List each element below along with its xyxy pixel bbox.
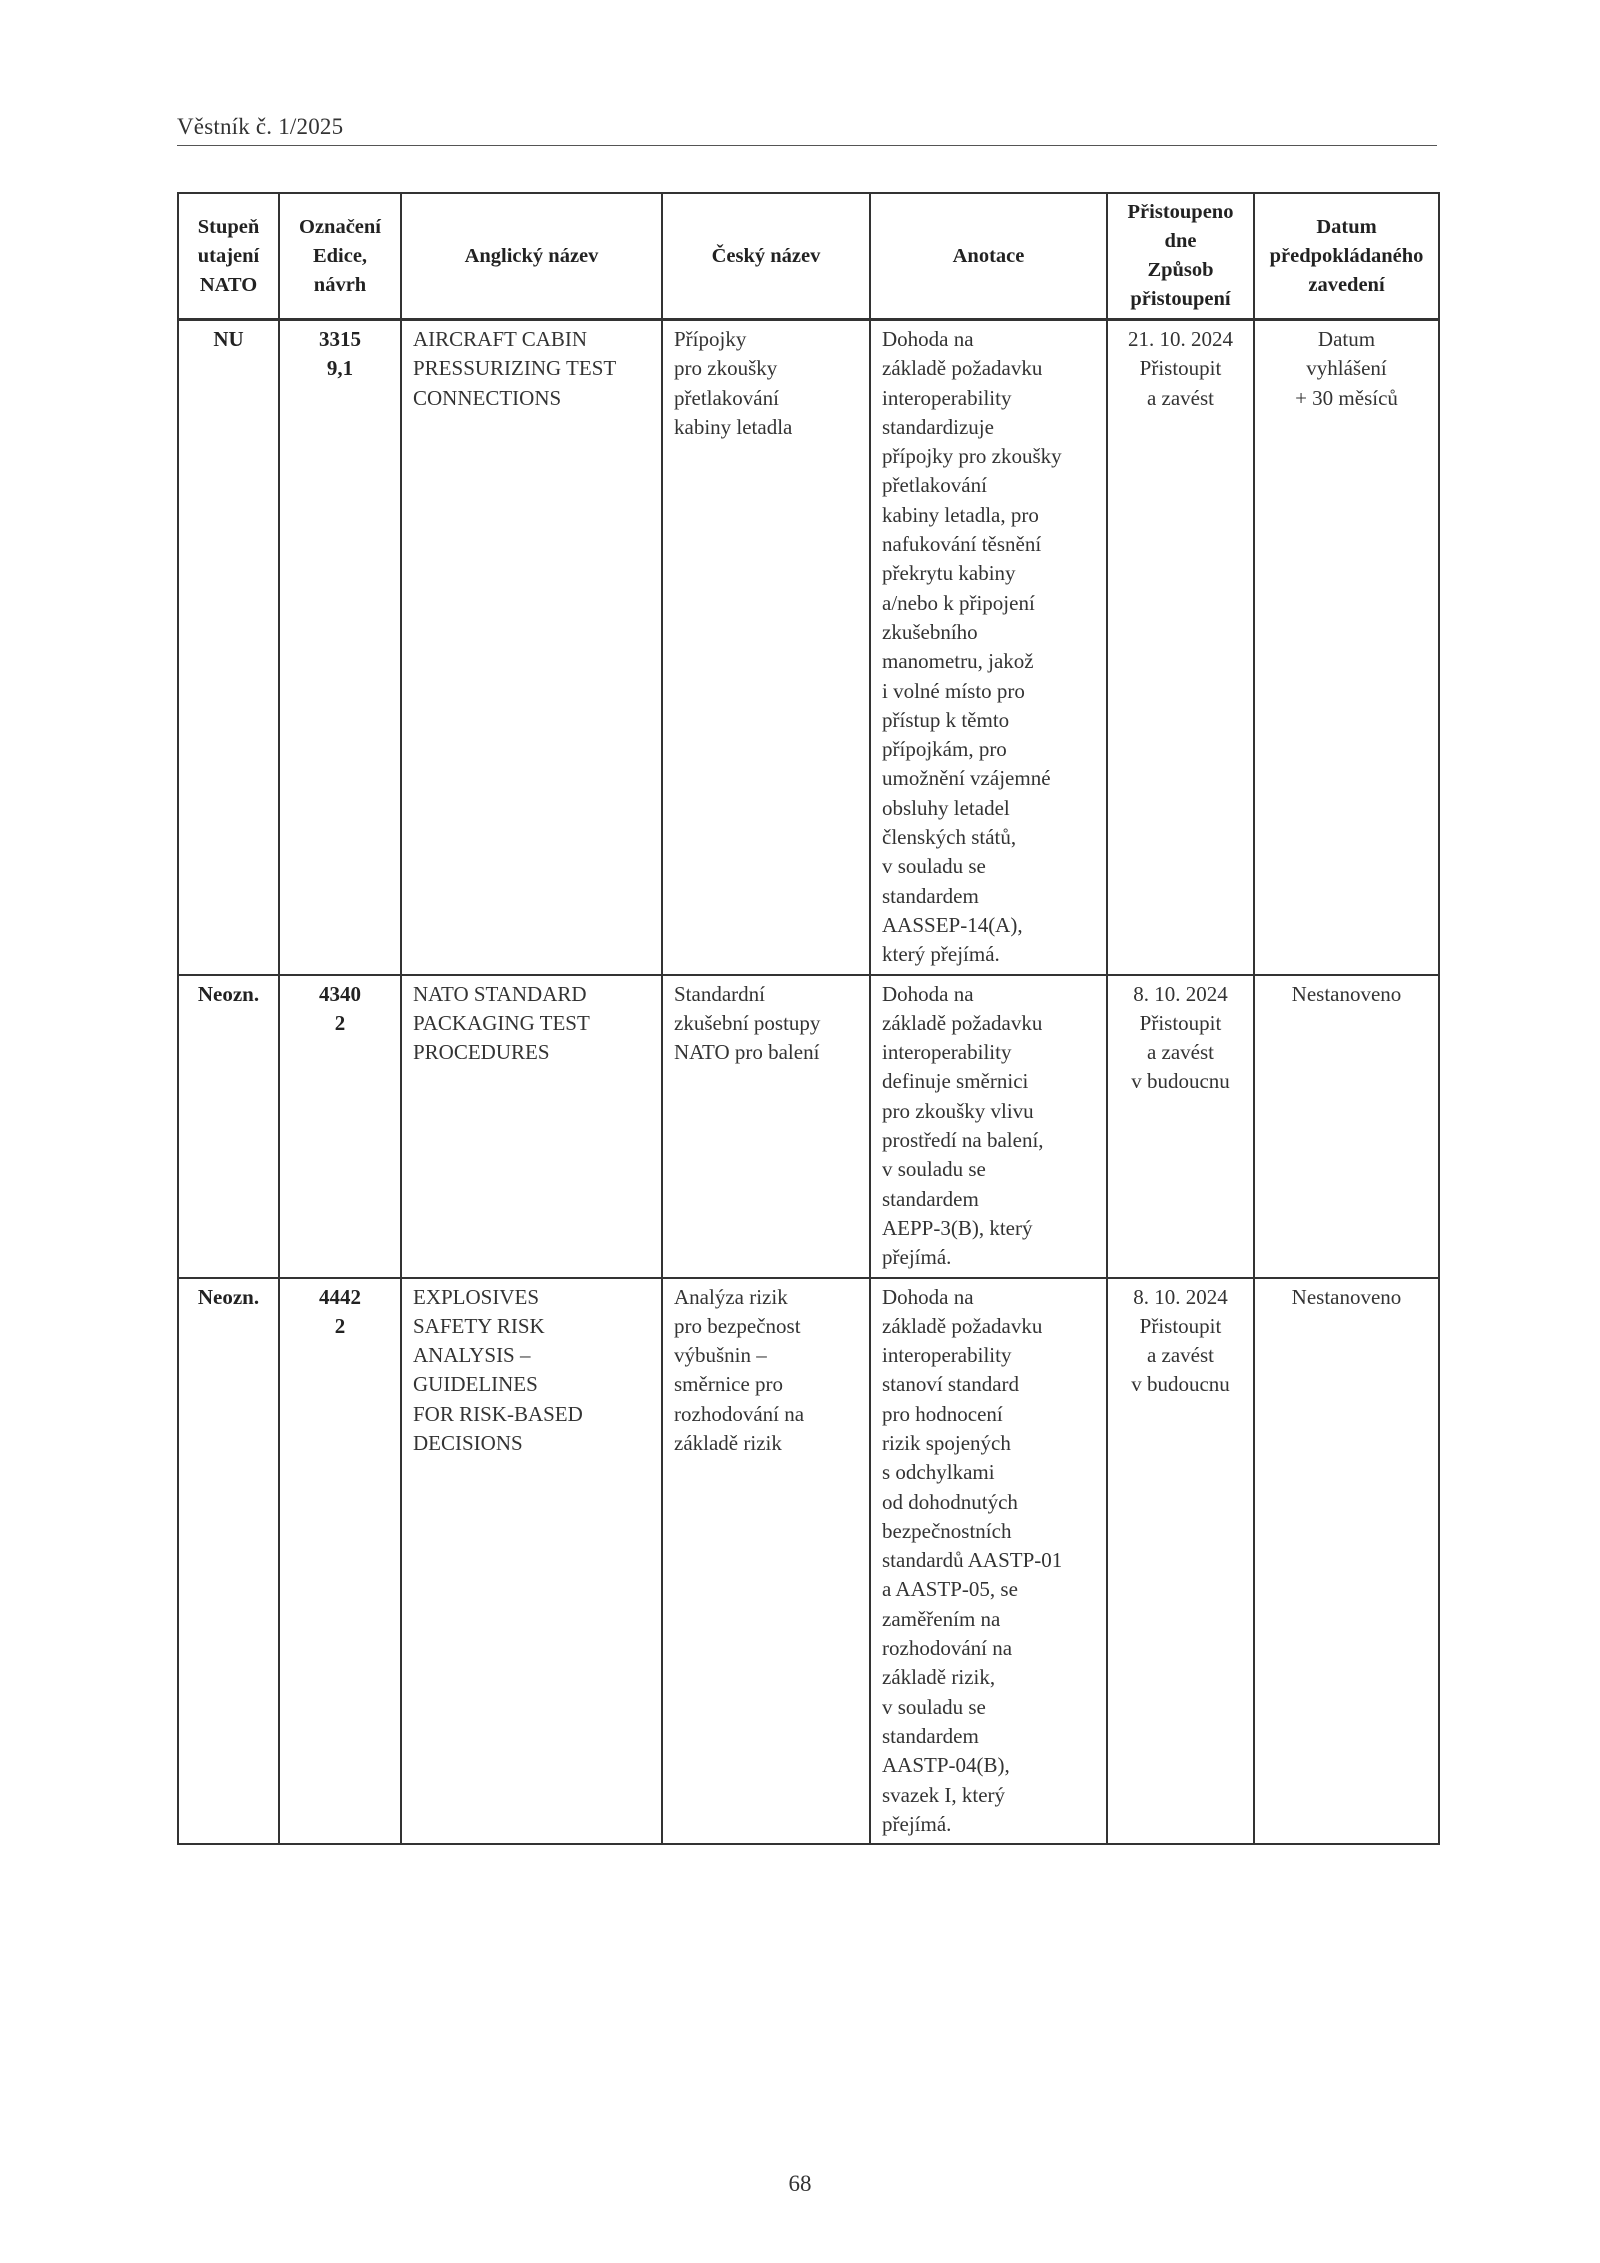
cell-text-line: 3315 xyxy=(319,327,361,351)
cell-text-line: rozhodování na xyxy=(674,1401,805,1426)
cell-text-line: bezpečnostních xyxy=(882,1518,1012,1543)
cell-text-line: 4442 xyxy=(319,1284,361,1309)
cell-text-line: Datum xyxy=(1317,327,1376,351)
cell-text-line: předpokládaného xyxy=(1269,244,1424,267)
cell-text-line: pro hodnocení xyxy=(882,1401,1003,1426)
cell-text-line: pro zkoušky xyxy=(674,356,778,381)
cell-text-line: standardem xyxy=(882,883,979,908)
cell-text-line: i volné místo pro xyxy=(882,678,1025,703)
cell-text-line: přejímá. xyxy=(882,1811,952,1836)
table-header xyxy=(178,193,1439,320)
table-body xyxy=(178,320,1439,1845)
cell-text-line: Přistoupit xyxy=(1139,356,1222,381)
cell-text-line: interoperability xyxy=(882,385,1012,410)
cell-text-line: členských států, xyxy=(882,825,1017,850)
cell-czech-title xyxy=(662,975,870,1278)
cell-text-line: 8. 10. 2024 xyxy=(1133,1284,1228,1309)
cell-text-line: 2 xyxy=(334,1313,346,1338)
cell-text-line: manometru, jakož xyxy=(882,649,1034,674)
cell-english-title xyxy=(401,1278,662,1845)
cell-text-line: v souladu se xyxy=(882,1694,986,1719)
cell-text-line: AASSEP-14(A), xyxy=(882,912,1023,937)
cell-text-line: PACKAGING TEST xyxy=(413,1010,590,1035)
cell-accession xyxy=(1107,320,1254,975)
cell-text-line: interoperability xyxy=(882,1040,1012,1065)
col-header-classification xyxy=(178,193,279,320)
cell-text-line: a zavést xyxy=(1146,385,1215,410)
cell-text-line: svazek I, který xyxy=(882,1782,1006,1807)
cell-designation xyxy=(279,975,401,1278)
cell-text-line: pro zkoušky vlivu xyxy=(882,1098,1034,1123)
cell-text-line: EXPLOSIVES xyxy=(413,1284,540,1309)
header-divider xyxy=(177,145,1437,146)
cell-text-line: základě požadavku xyxy=(882,1010,1043,1035)
cell-text-line: přístup k těmto xyxy=(882,707,1010,732)
cell-text-line: standardů AASTP-01 xyxy=(882,1548,1063,1573)
cell-text-line: v budoucnu xyxy=(1131,1372,1230,1397)
col-header-accession xyxy=(1107,193,1254,320)
cell-designation xyxy=(279,1278,401,1845)
cell-text-line: standardem xyxy=(882,1723,979,1748)
cell-text-line: Český název xyxy=(711,244,821,267)
cell-text-line: NATO STANDARD xyxy=(413,981,587,1006)
cell-text-line: a zavést xyxy=(1146,1343,1215,1368)
cell-text-line: směrnice pro xyxy=(674,1372,784,1397)
cell-text-line: AIRCRAFT CABIN xyxy=(413,327,588,351)
cell-text-line: pro bezpečnost xyxy=(674,1313,801,1338)
cell-annotation xyxy=(870,1278,1107,1845)
cell-text-line: stanoví standard xyxy=(882,1372,1020,1397)
col-header-annotation xyxy=(870,193,1107,320)
cell-czech-title xyxy=(662,1278,870,1845)
cell-text-line: základě požadavku xyxy=(882,356,1043,381)
cell-classification xyxy=(178,320,279,975)
cell-text-line: přípojkám, pro xyxy=(882,737,1007,762)
cell-czech-title xyxy=(662,320,870,975)
cell-annotation xyxy=(870,320,1107,975)
cell-text-line: a/nebo k připojení xyxy=(882,590,1035,615)
cell-text-line: s odchylkami xyxy=(882,1460,995,1485)
cell-text-line: a AASTP-05, se xyxy=(882,1577,1018,1602)
cell-classification xyxy=(178,975,279,1278)
cell-text-line: Neozn. xyxy=(197,981,260,1006)
cell-text-line: AEPP-3(B), který xyxy=(882,1215,1033,1240)
cell-text-line: který přejímá. xyxy=(882,942,1000,967)
cell-text-line: zkušebního xyxy=(882,619,978,644)
cell-text-line: 21. 10. 2024 xyxy=(1128,327,1233,351)
cell-text-line: Dohoda na xyxy=(882,327,974,351)
cell-text-line: dne xyxy=(1164,230,1197,252)
cell-text-line: 2 xyxy=(334,1010,346,1035)
cell-text-line: 9,1 xyxy=(326,356,354,381)
page-number: 68 xyxy=(788,2171,812,2196)
cell-text-line: zkušební postupy xyxy=(674,1010,821,1035)
col-header-czech-title xyxy=(662,193,870,320)
table-row xyxy=(178,1278,1439,1845)
cell-text-line: vyhlášení xyxy=(1306,356,1387,381)
cell-english-title xyxy=(401,975,662,1278)
cell-text-line: standardizuje xyxy=(882,414,994,439)
header-row xyxy=(178,193,1439,320)
cell-implementation xyxy=(1254,320,1439,975)
cell-text-line: Stupeň xyxy=(197,215,260,238)
cell-text-line: rozhodování na xyxy=(882,1636,1013,1661)
cell-text-line: zaměřením na xyxy=(882,1606,1001,1631)
cell-text-line: 8. 10. 2024 xyxy=(1133,981,1228,1006)
cell-text-line: základě požadavku xyxy=(882,1313,1043,1338)
cell-text-line: NU xyxy=(213,327,244,351)
cell-text-line: SAFETY RISK xyxy=(413,1313,545,1338)
col-header-implementation xyxy=(1254,193,1439,320)
cell-text-line: PRESSURIZING TEST xyxy=(413,356,617,381)
running-header-title: Věstník č. 1/2025 xyxy=(177,114,344,139)
cell-accession xyxy=(1107,975,1254,1278)
cell-text-line: NATO pro balení xyxy=(674,1040,820,1065)
cell-text-line: definuje směrnici xyxy=(882,1069,1029,1094)
cell-text-line: DECISIONS xyxy=(413,1430,523,1455)
cell-text-line: interoperability xyxy=(882,1343,1012,1368)
cell-text-line: a zavést xyxy=(1146,1040,1215,1065)
cell-implementation xyxy=(1254,1278,1439,1845)
cell-text-line: Analýza rizik xyxy=(674,1284,788,1309)
cell-text-line: přetlakování xyxy=(674,385,779,410)
cell-text-line: přetlakování xyxy=(882,473,987,498)
cell-text-line: Označení xyxy=(299,215,381,238)
cell-text-line: AASTP-04(B), xyxy=(882,1753,1010,1778)
cell-text-line: přejímá. xyxy=(882,1245,952,1270)
cell-text-line: Datum xyxy=(1316,215,1377,238)
cell-text-line: FOR RISK-BASED xyxy=(413,1401,583,1426)
cell-text-line: Přistoupit xyxy=(1139,1313,1222,1338)
cell-text-line: zavedení xyxy=(1308,273,1385,296)
cell-designation xyxy=(279,320,401,975)
cell-text-line: prostředí na balení, xyxy=(882,1128,1044,1153)
cell-text-line: Dohoda na xyxy=(882,981,974,1006)
table-row xyxy=(178,975,1439,1278)
cell-annotation xyxy=(870,975,1107,1278)
cell-text-line: GUIDELINES xyxy=(413,1372,538,1397)
standards-table xyxy=(177,192,1440,1845)
cell-text-line: PROCEDURES xyxy=(413,1040,550,1065)
col-header-english-title xyxy=(401,193,662,320)
cell-text-line: výbušnin – xyxy=(674,1343,767,1368)
cell-text-line: rizik spojených xyxy=(882,1430,1011,1455)
cell-text-line: v souladu se xyxy=(882,1157,986,1182)
cell-text-line: Přistoupit xyxy=(1139,1010,1222,1035)
cell-text-line: návrh xyxy=(313,273,367,296)
cell-text-line: Neozn. xyxy=(197,1284,260,1309)
cell-text-line: od dohodnutých xyxy=(882,1489,1018,1514)
cell-text-line: Způsob xyxy=(1147,259,1214,281)
cell-text-line: NATO xyxy=(199,273,258,296)
cell-text-line: Anotace xyxy=(952,244,1025,267)
cell-text-line: utajení xyxy=(197,244,260,267)
table-row xyxy=(178,320,1439,975)
col-header-designation xyxy=(279,193,401,320)
cell-text-line: přípojky pro zkoušky xyxy=(882,444,1062,469)
cell-text-line: v budoucnu xyxy=(1131,1069,1230,1094)
cell-text-line: umožnění vzájemné xyxy=(882,766,1051,791)
cell-text-line: Standardní xyxy=(674,981,765,1006)
cell-text-line: přistoupení xyxy=(1130,288,1231,310)
cell-text-line: kabiny letadla xyxy=(674,414,793,439)
cell-text-line: základě rizik xyxy=(674,1430,782,1455)
cell-text-line: 4340 xyxy=(319,981,361,1006)
cell-text-line: ANALYSIS – xyxy=(413,1343,531,1368)
cell-text-line: Přípojky xyxy=(674,327,747,351)
cell-text-line: Nestanoveno xyxy=(1291,981,1402,1006)
cell-text-line: obsluhy letadel xyxy=(882,795,1010,820)
cell-text-line: Anglický název xyxy=(464,244,599,267)
cell-text-line: + 30 měsíců xyxy=(1295,385,1398,410)
cell-text-line: v souladu se xyxy=(882,854,986,879)
cell-text-line: CONNECTIONS xyxy=(413,385,562,410)
cell-text-line: Dohoda na xyxy=(882,1284,974,1309)
cell-accession xyxy=(1107,1278,1254,1845)
cell-english-title xyxy=(401,320,662,975)
cell-text-line: standardem xyxy=(882,1186,979,1211)
cell-text-line: kabiny letadla, pro xyxy=(882,502,1039,527)
cell-classification xyxy=(178,1278,279,1845)
cell-implementation xyxy=(1254,975,1439,1278)
cell-text-line: základě rizik, xyxy=(882,1665,996,1690)
cell-text-line: Nestanoveno xyxy=(1291,1284,1402,1309)
cell-text-line: Přistoupeno xyxy=(1127,201,1234,223)
cell-text-line: nafukování těsnění xyxy=(882,532,1042,557)
cell-text-line: překrytu kabiny xyxy=(882,561,1016,586)
cell-text-line: Edice, xyxy=(312,244,368,267)
